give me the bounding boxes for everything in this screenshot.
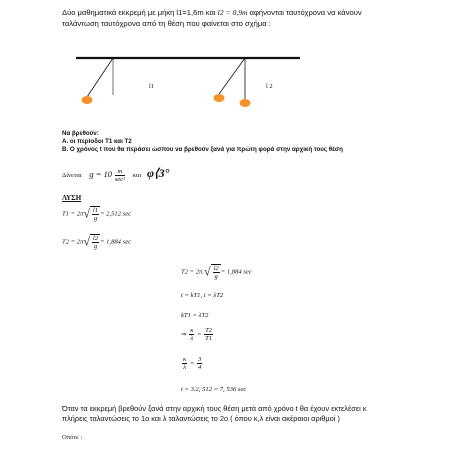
- pendulum-2-bob-right: [240, 99, 251, 107]
- intro-text-a: Δύο μαθηματικά εκκρεμή με μήκη l: [62, 8, 179, 17]
- eq-T2: T2 = 2π√ $\frac{l2}{g}$ = 1,884 sec: [62, 234, 132, 250]
- given-and: και: [132, 172, 142, 179]
- given-phi: φ⟨3°: [146, 166, 170, 180]
- intro-mid: και: [203, 8, 218, 17]
- pendulum-figure: [0, 0, 452, 130]
- pendulum-2-rod-left: [219, 58, 245, 94]
- question-a: Α. οι περίοδοι T1 και T2: [62, 138, 132, 145]
- intro-l2: l2 = 0,9m: [217, 8, 248, 17]
- label-l2: l 2: [266, 83, 273, 90]
- pendulum-1-bob: [82, 96, 93, 104]
- intro-l1: 1=1,6m: [178, 8, 204, 17]
- conclusion-text: Όταν τα εκκρεμή βρεθούν ξανά στην αρχική τους θέση μετά από χρόνο t θα έχουν εκτελέσει κ πλήρεις ταλαντώσεις το 1ο και λ ταλαντώσεις το 2ο ( όπου κ,λ είναι ακέραιοι αριθμοί ): [62, 404, 367, 423]
- conclusion-opote: Οπότε :: [62, 434, 83, 441]
- eq-ratio: ⇒ $\frac{\kappa}{\lambda}$ = $\frac{T2}{T1}$: [181, 327, 213, 342]
- eq-T2-repeat: T2 = 2π.√ $\frac{l2}{g}$ = 1,884 sec: [181, 264, 252, 280]
- eq-relation: t = kT1, t = λT2: [181, 292, 224, 299]
- given-g-lhs: g = 10: [89, 169, 113, 179]
- eq-ratio-value: $\frac{\kappa}{\lambda}$ = $\frac{3}{4}$: [183, 356, 202, 371]
- eq-final: t = 3.2, 512 = 7, 536 sec: [181, 386, 247, 393]
- given-g-unit: $\frac{m}{\text{sec²}}$: [114, 167, 126, 183]
- given-prefix: Δίνεται: [62, 172, 82, 179]
- questions-heading: Να βρεθούν:: [62, 130, 99, 137]
- pendulum-1-rod: [87, 58, 113, 97]
- given-line: [62, 166, 169, 183]
- question-b: Β. Ο χρόνος t που θα περάσει ώσπου να βρεθούν ξανά για πρώτη φορά στην αρχική τους θέση: [62, 146, 343, 153]
- solution-title: ΛΥΣΗ: [62, 194, 82, 202]
- pendulum-2-bob-left: [214, 94, 225, 102]
- questions: [62, 130, 392, 154]
- eq-relation-2: kT1 = λT2: [181, 312, 209, 319]
- intro-text-b: αφήνονται ταυτόχρονα να κάνουν ταλάντωση ταυτόχρονα από τη θέση που φαίνεται στο σχήμα :: [62, 8, 362, 28]
- eq-T1: T1 = 2π√ $\frac{l1}{g}$ = 2,512 sec: [62, 206, 132, 222]
- label-l1: l1: [149, 83, 155, 90]
